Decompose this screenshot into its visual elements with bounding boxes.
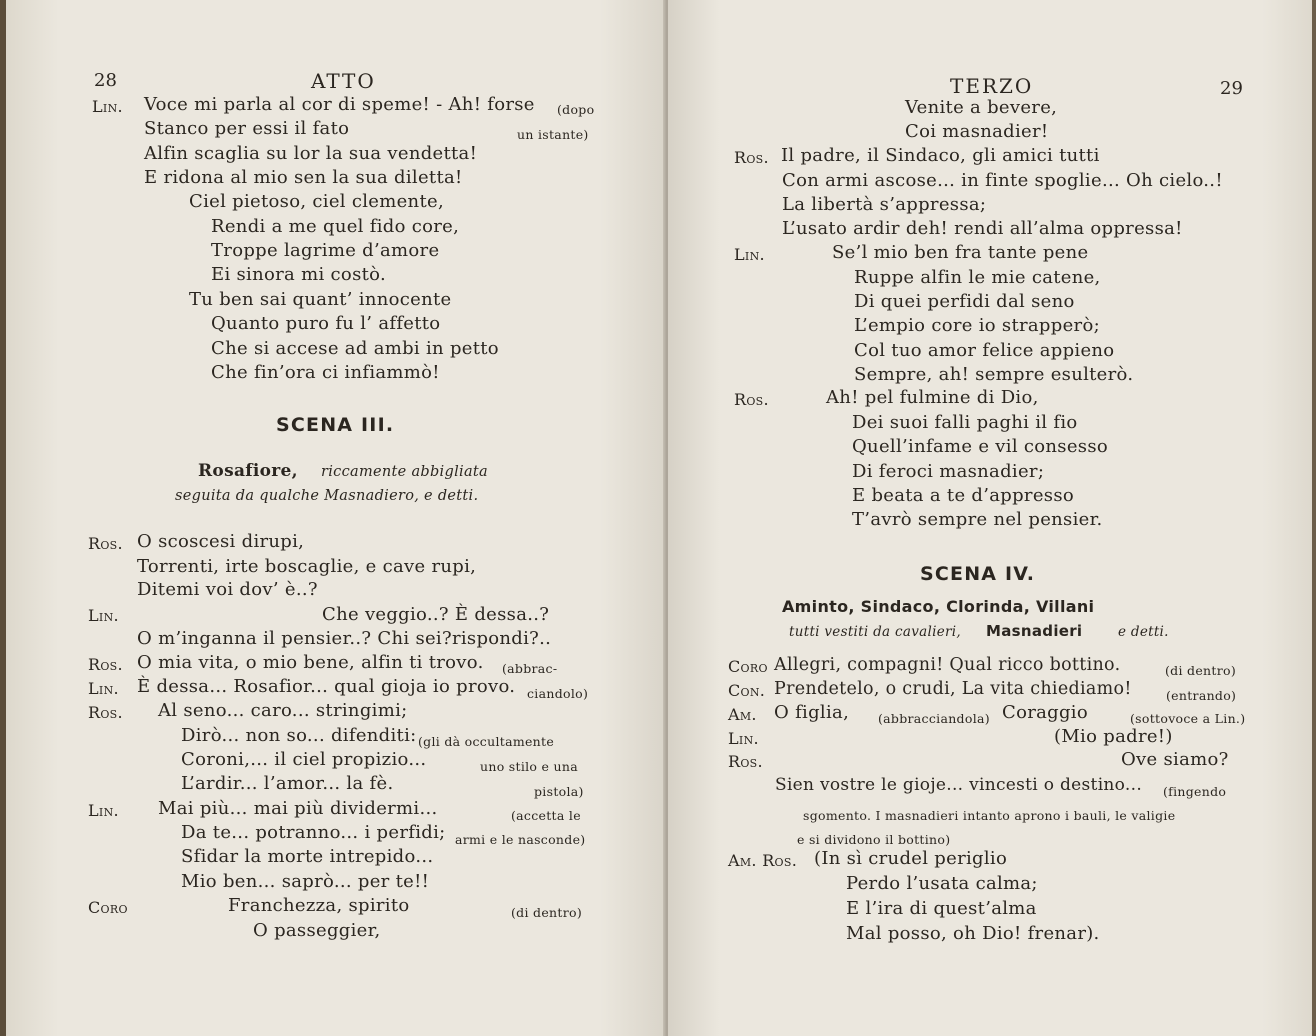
verse-line: Quanto puro fu l’ affetto bbox=[211, 313, 441, 334]
stage-direction: (abbrac- bbox=[502, 661, 558, 676]
stage-direction: (dopo bbox=[557, 102, 595, 117]
speaker-label: Coro bbox=[88, 898, 128, 917]
speaker-label: Lin. bbox=[88, 606, 119, 625]
verse-line: L’ardir... l’amor... la fè. bbox=[181, 773, 394, 794]
speaker-label: Am. Ros. bbox=[728, 851, 798, 870]
cast-description: seguita da qualche Masnadiero, e detti. bbox=[175, 488, 479, 504]
left-page bbox=[6, 0, 666, 1036]
verse-line: (In sì crudel periglio bbox=[814, 848, 1008, 869]
verse-line: O figlia, bbox=[774, 702, 850, 723]
speaker-label: Lin. bbox=[728, 729, 759, 748]
cast-names: Masnadieri bbox=[986, 622, 1083, 640]
stage-direction: (accetta le bbox=[511, 808, 581, 823]
verse-line: Il padre, il Sindaco, gli amici tutti bbox=[781, 145, 1100, 166]
verse-line: Ei sinora mi costò. bbox=[211, 264, 386, 285]
verse-line: Quell’infame e vil consesso bbox=[852, 436, 1109, 457]
verse-line: Dirò... non so... difenditi: bbox=[181, 725, 417, 746]
stage-direction: (entrando) bbox=[1166, 688, 1237, 703]
verse-line: Coroni,... il ciel propizio... bbox=[181, 749, 427, 770]
stage-direction: (di dentro) bbox=[511, 905, 583, 920]
running-head: TERZO bbox=[950, 74, 1034, 98]
verse-line: Tu ben sai quant’ innocente bbox=[189, 289, 452, 310]
stage-direction: (gli dà occultamente bbox=[418, 734, 555, 749]
speaker-label: Ros. bbox=[734, 390, 769, 409]
cast-description: tutti vestiti da cavalieri, bbox=[789, 624, 961, 640]
cast-name: Rosafiore, bbox=[198, 461, 298, 481]
verse-line: È dessa... Rosafior... qual gioja io provo. bbox=[137, 676, 516, 697]
stage-direction: (abbracciandola) bbox=[878, 711, 990, 726]
speaker-label: Ros. bbox=[88, 703, 123, 722]
stage-direction: (sottovoce a Lin.) bbox=[1130, 711, 1246, 726]
verse-line: Ove siamo? bbox=[1121, 749, 1229, 770]
stage-direction: un istante) bbox=[517, 127, 589, 142]
verse-line: La libertà s’appressa; bbox=[782, 194, 987, 215]
scene-heading: SCENA III. bbox=[276, 414, 395, 436]
verse-line: Alfin scaglia su lor la sua vendetta! bbox=[144, 143, 478, 164]
verse-line: Da te... potranno... i perfidi; bbox=[181, 822, 446, 843]
verse-line: Ciel pietoso, ciel clemente, bbox=[189, 191, 444, 212]
speaker-label: Lin. bbox=[88, 679, 119, 698]
stage-direction: sgomento. I masnadieri intanto aprono i bauli, le valigie bbox=[803, 808, 1176, 823]
speaker-label: Lin. bbox=[92, 97, 123, 116]
page-number: 28 bbox=[94, 70, 117, 91]
verse-line: Coraggio bbox=[1002, 702, 1088, 723]
speaker-label: Ros. bbox=[728, 752, 763, 771]
verse-line: Di quei perfidi dal seno bbox=[854, 291, 1075, 312]
verse-line: Che veggio..? È dessa..? bbox=[322, 604, 550, 625]
verse-line: Al seno... caro... stringimi; bbox=[158, 700, 408, 721]
stage-direction: ciandolo) bbox=[527, 686, 589, 701]
verse-line: Mio ben... saprò... per te!! bbox=[181, 871, 430, 892]
verse-line: E l’ira di quest’alma bbox=[846, 898, 1037, 919]
verse-line: Ditemi voi dov’ è..? bbox=[137, 579, 318, 600]
verse-line: Che si accese ad ambi in petto bbox=[211, 338, 499, 359]
scene-heading: SCENA IV. bbox=[920, 563, 1036, 585]
cast-description: e detti. bbox=[1118, 624, 1169, 640]
page-number: 29 bbox=[1220, 78, 1243, 99]
verse-line: Di feroci masnadier; bbox=[852, 461, 1045, 482]
verse-line: Sfidar la morte intrepido... bbox=[181, 846, 434, 867]
running-head: ATTO bbox=[311, 69, 376, 93]
verse-line: O scoscesi dirupi, bbox=[137, 531, 305, 552]
stage-direction: (fingendo bbox=[1163, 784, 1227, 799]
verse-line: Franchezza, spirito bbox=[228, 895, 410, 916]
speaker-label: Coro bbox=[728, 657, 768, 676]
verse-line: O m’inganna il pensier..? Chi sei?rispondi?.. bbox=[137, 628, 552, 649]
verse-line: Allegri, compagni! Qual ricco bottino. bbox=[774, 655, 1121, 675]
verse-line: Prendetelo, o crudi, La vita chiediamo! bbox=[774, 679, 1132, 699]
speaker-label: Lin. bbox=[88, 801, 119, 820]
verse-line: Mai più... mai più dividermi... bbox=[158, 798, 438, 819]
verse-line: E beata a te d’appresso bbox=[852, 485, 1075, 506]
speaker-label: Ros. bbox=[88, 655, 123, 674]
speaker-label: Lin. bbox=[734, 245, 765, 264]
verse-line: Sempre, ah! sempre esulterò. bbox=[854, 364, 1134, 385]
verse-line: Mal posso, oh Dio! frenar). bbox=[846, 923, 1100, 944]
verse-line: Dei suoi falli paghi il fio bbox=[852, 412, 1078, 433]
stage-direction: (di dentro) bbox=[1165, 663, 1237, 678]
stage-direction: pistola) bbox=[534, 784, 584, 799]
verse-line: O passeggier, bbox=[253, 920, 381, 941]
verse-line: E ridona al mio sen la sua diletta! bbox=[144, 167, 463, 188]
verse-line: Se’l mio ben fra tante pene bbox=[832, 242, 1089, 263]
verse-line: L’empio core io strapperò; bbox=[854, 315, 1100, 336]
verse-line: Stanco per essi il fato bbox=[144, 118, 350, 139]
verse-line: Che fin’ora ci infiammò! bbox=[211, 362, 440, 383]
verse-line: Voce mi parla al cor di speme! - Ah! forse bbox=[144, 94, 535, 115]
speaker-label: Ros. bbox=[734, 148, 769, 167]
speaker-label: Con. bbox=[728, 681, 766, 700]
verse-line: L’usato ardir deh! rendi all’alma oppressa! bbox=[782, 218, 1183, 239]
stage-direction: armi e le nasconde) bbox=[455, 832, 586, 847]
verse-line: Con armi ascose... in finte spoglie... Oh cielo..! bbox=[782, 170, 1223, 191]
verse-line: O mia vita, o mio bene, alfin ti trovo. bbox=[137, 652, 484, 673]
verse-line: (Mio padre!) bbox=[1054, 726, 1173, 747]
verse-line: Venite a bevere, bbox=[905, 97, 1058, 118]
stage-direction: uno stilo e una bbox=[480, 759, 578, 774]
right-page bbox=[668, 0, 1314, 1036]
book-edge-right bbox=[1312, 0, 1316, 1036]
verse-line: Ah! pel fulmine di Dio, bbox=[826, 387, 1039, 408]
verse-line: Torrenti, irte boscaglie, e cave rupi, bbox=[137, 556, 477, 577]
verse-line: Rendi a me quel fido core, bbox=[211, 216, 460, 237]
speaker-label: Ros. bbox=[88, 534, 123, 553]
verse-line: Troppe lagrime d’amore bbox=[211, 240, 440, 261]
verse-line: Ruppe alfin le mie catene, bbox=[854, 267, 1101, 288]
verse-line: T’avrò sempre nel pensier. bbox=[852, 509, 1103, 530]
stage-direction: e si dividono il bottino) bbox=[797, 832, 951, 847]
verse-line: Col tuo amor felice appieno bbox=[854, 340, 1115, 361]
verse-line: Coi masnadier! bbox=[905, 121, 1049, 142]
verse-line: Sien vostre le gioje... vincesti o destino... bbox=[775, 775, 1143, 795]
cast-names: Aminto, Sindaco, Clorinda, Villani bbox=[782, 597, 1095, 616]
cast-description: riccamente abbigliata bbox=[321, 464, 488, 480]
speaker-label: Am. bbox=[728, 705, 757, 724]
verse-line: Perdo l’usata calma; bbox=[846, 873, 1038, 894]
